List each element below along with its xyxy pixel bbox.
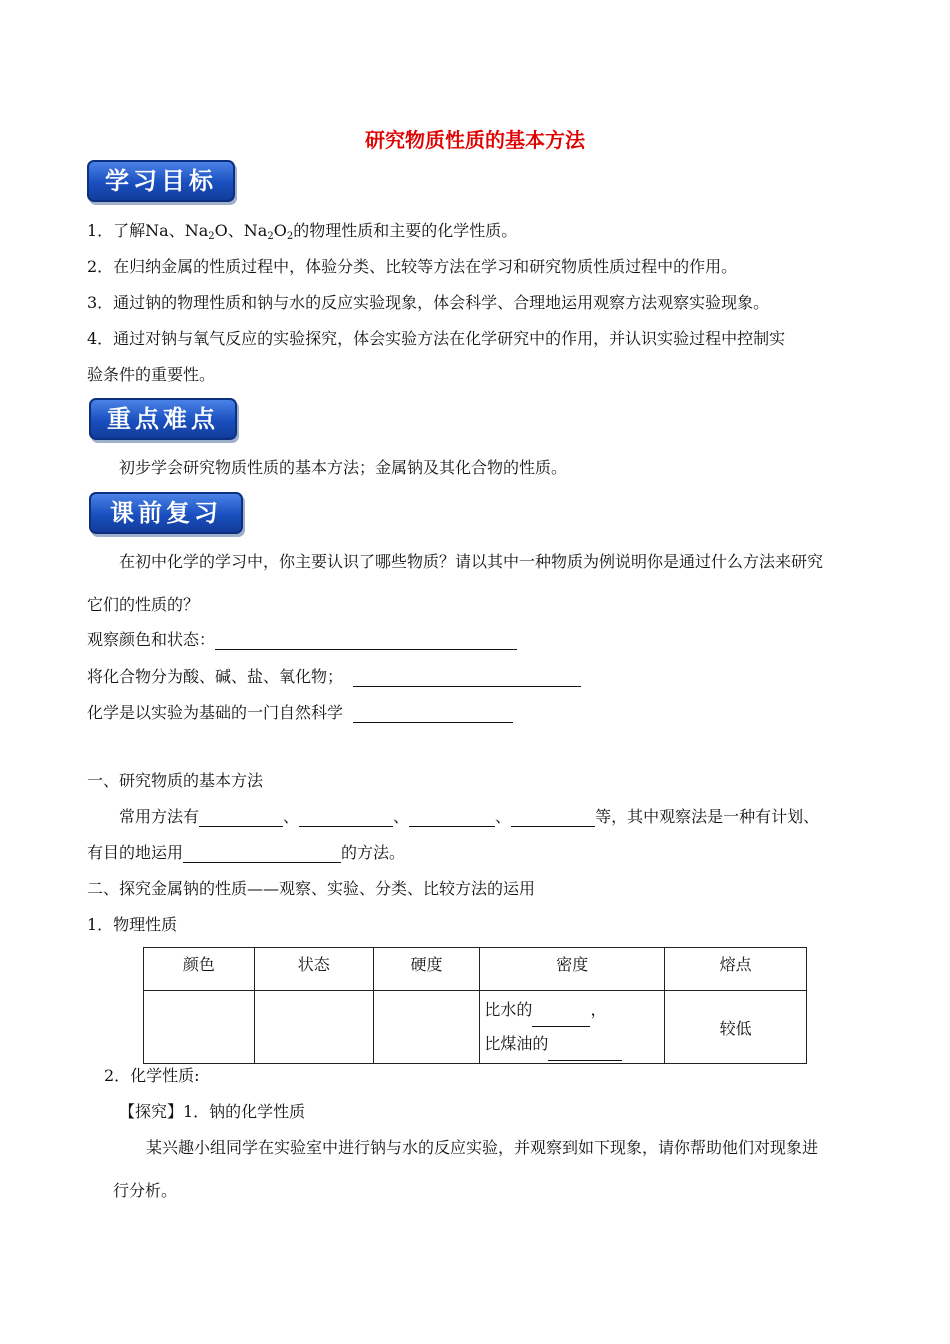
key-points-banner: 重点难点 bbox=[89, 398, 237, 440]
objective-2: 2．在归纳金属的性质过程中，体验分类、比较等方法在学习和研究物质性质过程中的作用。 bbox=[87, 257, 738, 276]
method-blank-1[interactable] bbox=[199, 808, 283, 827]
page-title: 研究物质性质的基本方法 bbox=[365, 128, 585, 152]
answer-blank-1[interactable] bbox=[215, 631, 517, 650]
section2-heading: 二、探究金属钠的性质——观察、实验、分类、比较方法的运用 bbox=[87, 879, 536, 898]
density-kerosene-blank[interactable] bbox=[548, 1042, 622, 1061]
chemical-properties-heading: 2．化学性质: bbox=[104, 1066, 200, 1085]
answer-blank-3[interactable] bbox=[353, 704, 513, 723]
header-state: 状态 bbox=[254, 948, 373, 991]
header-hardness: 硬度 bbox=[373, 948, 480, 991]
method-blank-4[interactable] bbox=[511, 808, 595, 827]
review-question-line2: 它们的性质的？ bbox=[87, 595, 200, 614]
answer-blank-2[interactable] bbox=[353, 668, 581, 687]
section1-line1: 常用方法有 、 、 、 等，其中观察法是一种有计划、 bbox=[119, 807, 820, 826]
section1-line2: 有目的地运用 的方法。 bbox=[87, 843, 406, 862]
objectives-banner: 学习目标 bbox=[87, 160, 235, 202]
section1-heading: 一、研究物质的基本方法 bbox=[87, 771, 264, 790]
explore-line1: 某兴趣小组同学在实验室中进行钠与水的反应实验，并观察到如下现象，请你帮助他们对现象进 bbox=[146, 1138, 819, 1157]
review-question-line1: 在初中化学的学习中，你主要认识了哪些物质？请以其中一种物质为例说明你是通过什么方法来研究 bbox=[119, 552, 824, 571]
cell-state[interactable] bbox=[254, 991, 373, 1064]
objective-4-line2: 验条件的重要性。 bbox=[87, 365, 216, 384]
cell-melting-point: 较低 bbox=[665, 991, 807, 1064]
key-points-text: 初步学会研究物质性质的基本方法；金属钠及其化合物的性质。 bbox=[119, 458, 568, 477]
header-density: 密度 bbox=[480, 948, 665, 991]
observation-blank[interactable] bbox=[183, 844, 341, 863]
objective-1: 1．了解Na、$Na_2O$、$Na_2O_2$的物理性质和主要的化学性质。 bbox=[87, 221, 518, 242]
cell-color[interactable] bbox=[144, 991, 255, 1064]
cell-density: 比水的 ， 比煤油的 bbox=[480, 991, 665, 1064]
table-header-row bbox=[144, 948, 807, 991]
method-blank-3[interactable] bbox=[409, 808, 495, 827]
cell-hardness[interactable] bbox=[373, 991, 480, 1064]
objective-3: 3．通过钠的物理性质和钠与水的反应实验现象，体会科学、合理地运用观察方法观察实验现象。 bbox=[87, 293, 770, 312]
explore-line2: 行分析。 bbox=[113, 1181, 178, 1200]
physical-properties-heading: 1．物理性质 bbox=[87, 915, 178, 934]
objective-4-line1: 4．通过对钠与氧气反应的实验探究，体会实验方法在化学研究中的作用，并认识实验过程中控制实 bbox=[87, 329, 786, 348]
table-row bbox=[144, 991, 807, 1064]
method-blank-2[interactable] bbox=[299, 808, 393, 827]
physical-properties-table bbox=[143, 947, 807, 1064]
density-water-blank[interactable] bbox=[532, 1008, 590, 1027]
review-answer-3: 化学是以实验为基础的一门自然科学 bbox=[87, 703, 513, 723]
header-color: 颜色 bbox=[144, 948, 255, 991]
header-melting-point: 熔点 bbox=[665, 948, 807, 991]
review-answer-2: 将化合物分为酸、碱、盐、氧化物； bbox=[87, 667, 581, 687]
review-banner: 课前复习 bbox=[89, 492, 243, 534]
review-answer-1: 观察颜色和状态： bbox=[87, 630, 517, 650]
explore-heading: 【探究】1．钠的化学性质 bbox=[119, 1102, 306, 1121]
